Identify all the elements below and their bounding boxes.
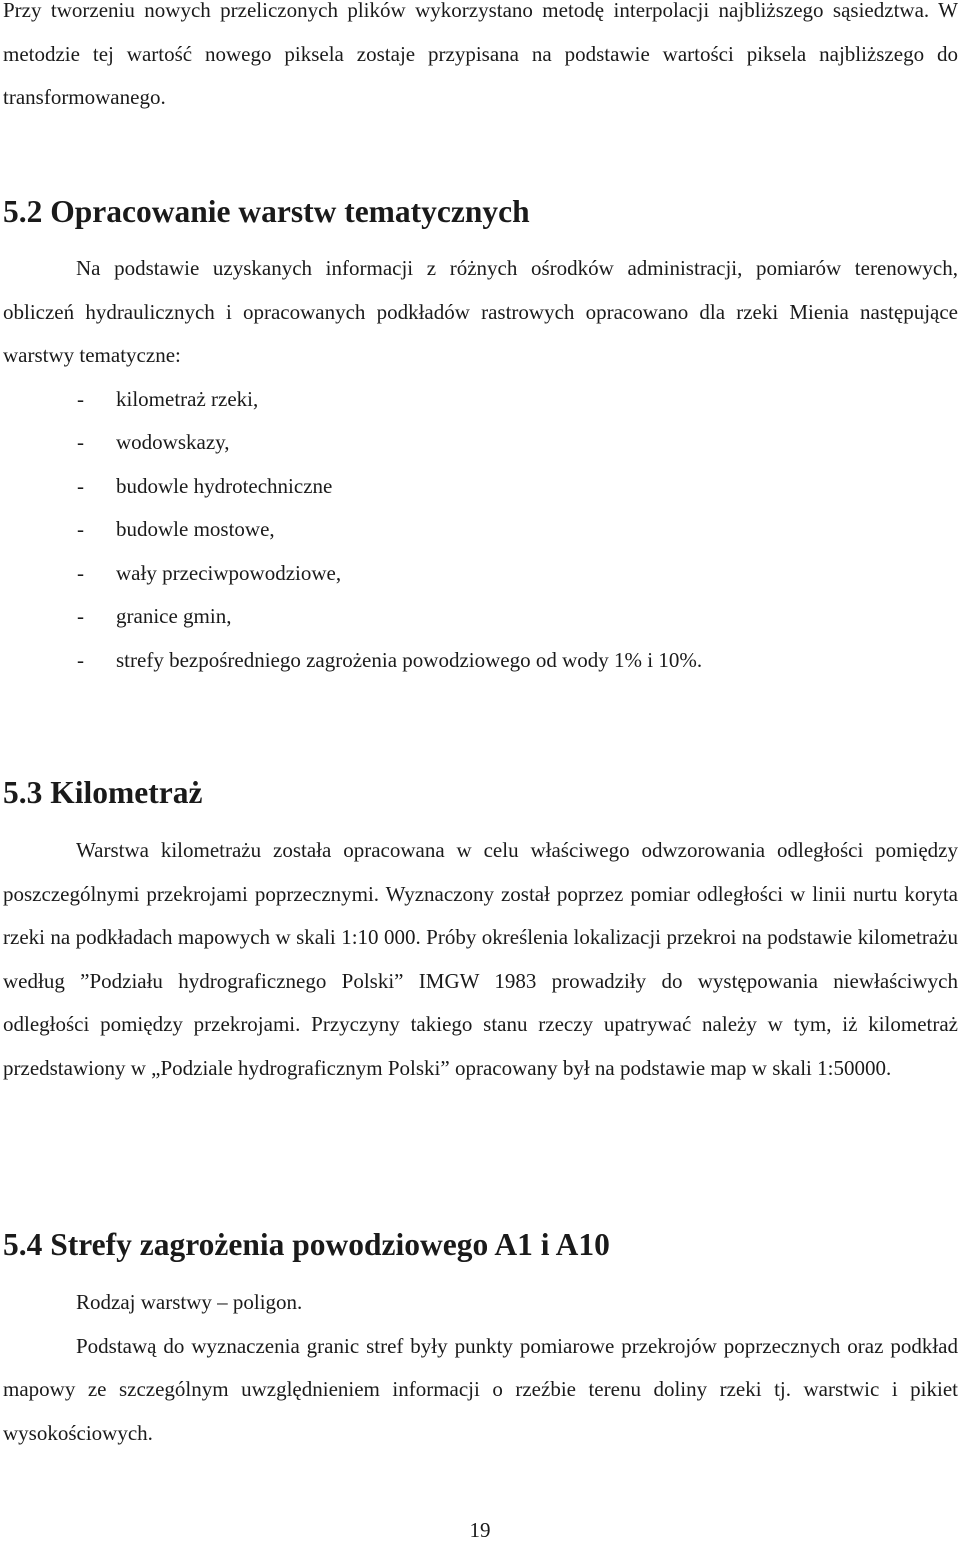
section-5-4-paragraph-2: Podstawą do wyznaczenia granic stref były punkty pomiarowe przekrojów poprzecznych oraz podkład mapowy ze szczególnym uwzględnieniem informacji o rzeźbie terenu doliny rzeki tj. warstwic i pikiet wysokościowych.	[3, 1333, 958, 1445]
list-item	[3, 552, 958, 596]
list-dash: -	[77, 430, 84, 454]
list-item-text: granice gmin,	[116, 604, 232, 628]
list-dash: -	[77, 604, 84, 628]
list-item	[3, 639, 958, 683]
list-item	[3, 508, 958, 552]
list-item-text: budowle hydrotechniczne	[116, 473, 333, 498]
intro-block	[3, 0, 958, 120]
page-number: 19	[469, 1518, 491, 1542]
section-5-4-heading: 5.4 Strefy zagrożenia powodziowego A1 i A10	[3, 1227, 610, 1262]
section-5-3-heading: 5.3 Kilometraż	[3, 775, 203, 810]
list-item-text: wodowskazy,	[116, 430, 230, 454]
list-item-text: strefy bezpośredniego zagrożenia powodziowego od wody 1% i 10%.	[116, 647, 703, 672]
thematic-layers-list	[3, 378, 958, 683]
section-5-3-body	[3, 829, 958, 1090]
section-5-3-paragraph: Warstwa kilometrażu została opracowana w celu właściwego odwzorowania odległości pomiędzy poszczególnymi przekrojami poprzecznymi. Wyznaczony został poprzez pomiar odległości w linii nurtu koryta rzeki na podkładach mapowych w skali 1:10 000. Próby określenia lokalizacji przekroi na podstawie kilometrażu według ”Podziału hydrograficznego Polski” IMGW 1983 prowadziły do występowania niewłaściwych odległości pomiędzy przekrojami. Przyczyny takiego stanu rzeczy upatrywać należy w tym, iż kilometraż przedstawiony w „Podziale hydrograficznym Polski” opracowany był na podstawie map w skali 1:50000.	[3, 838, 958, 1080]
section-5-2-paragraph: Na podstawie uzyskanych informacji z różnych ośrodków administracji, pomiarów terenowych, obliczeń hydraulicznych i opracowanych podkładów rastrowych opracowano dla rzeki Mienia następujące warstwy tematyczne:	[3, 256, 958, 367]
list-dash: -	[77, 473, 84, 498]
list-item-text: kilometraż rzeki,	[116, 386, 259, 411]
list-dash: -	[77, 560, 84, 585]
list-item-text: budowle mostowe,	[116, 517, 275, 541]
list-item	[3, 595, 958, 639]
list-dash: -	[77, 647, 84, 672]
section-5-2-body	[3, 247, 958, 682]
list-item	[3, 378, 958, 422]
section-5-4-paragraph-1: Rodzaj warstwy – poligon.	[76, 1290, 303, 1314]
list-dash: -	[77, 517, 84, 541]
section-5-4	[3, 1223, 958, 1267]
list-dash: -	[77, 386, 84, 411]
section-5-3	[3, 771, 958, 815]
list-item-text: wały przeciwpowodziowe,	[116, 560, 342, 585]
list-item	[3, 465, 958, 509]
section-5-4-body	[3, 1281, 958, 1455]
intro-paragraph: Przy tworzeniu nowych przeliczonych plików wykorzystano metodę interpolacji najbliższego sąsiedztwa. W metodzie tej wartość nowego piksela zostaje przypisana na podstawie wartości piksela najbliższego do transformowanego.	[3, 0, 958, 109]
list-item	[3, 421, 958, 465]
section-5-2	[3, 190, 958, 234]
section-5-2-heading: 5.2 Opracowanie warstw tematycznych	[3, 194, 530, 229]
